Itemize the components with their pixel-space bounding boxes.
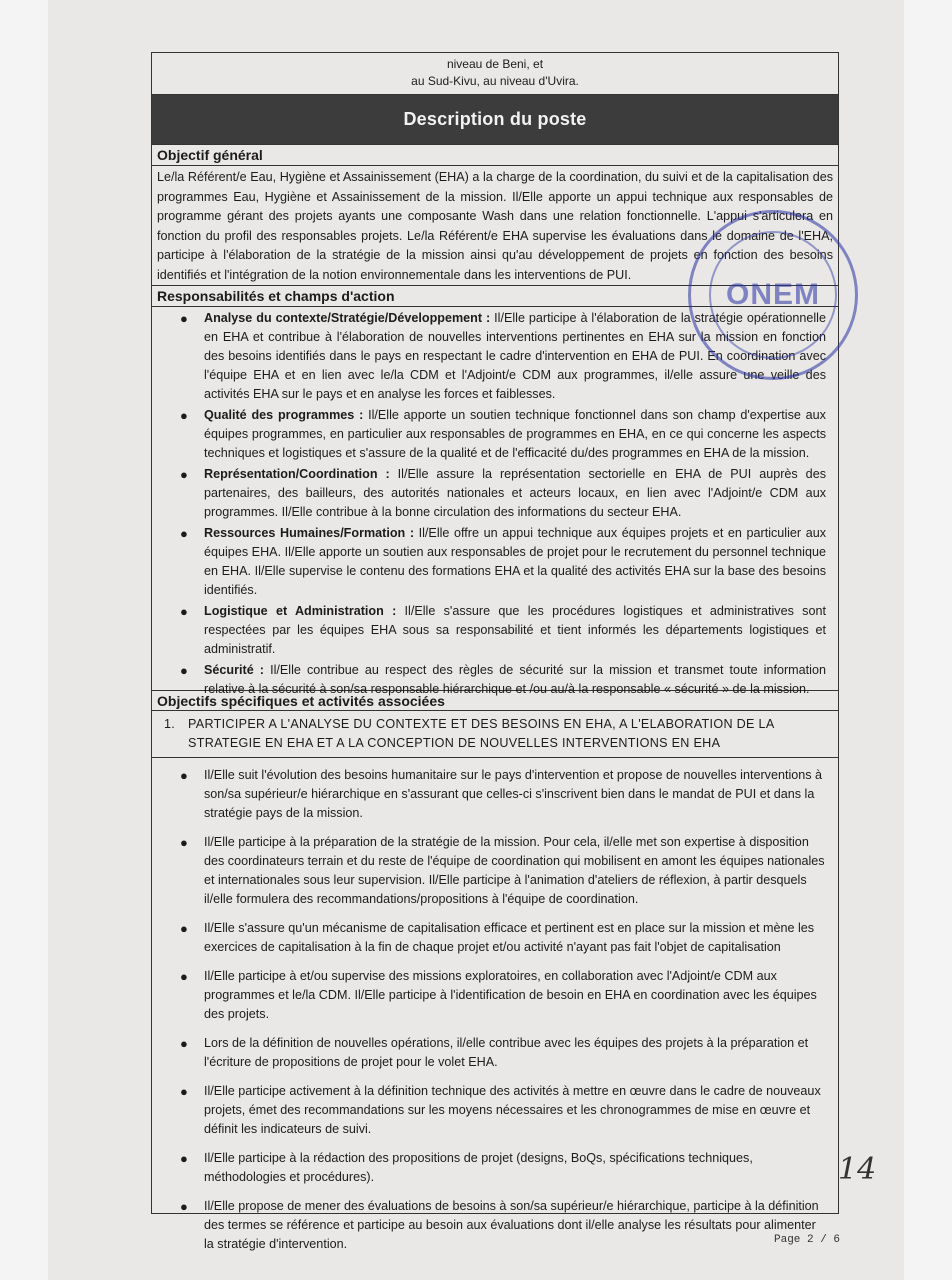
- objective-1-title: [152, 711, 838, 758]
- bullet-icon: ●: [180, 1084, 188, 1099]
- page-number: Page 2 / 6: [774, 1234, 841, 1246]
- location-cell: [152, 53, 838, 95]
- responsabilite-text: Il/Elle assure la représentation sectorielle en EHA de PUI auprès des partenaires, des bailleurs, des autorités nationales et acteurs locaux, en lien avec l'Adjoint/e CDM aux programmes. Il/Elle contribue à la bonne circulation des informations du secteur EHA.: [204, 467, 826, 519]
- responsabilite-item: [180, 406, 826, 463]
- responsabilite-text: Il/Elle apporte un soutien technique fonctionnel dans son champ d'expertise aux équipes programmes, en particulier aux responsables de programmes en EHA, en ce qui concerne les aspects techniques et logistiques et s'assure de la qualité et de l'efficacité du/des programmes en EHA de la mission.: [204, 408, 826, 460]
- stamp-text: ONEM: [726, 278, 820, 311]
- responsabilite-label: Représentation/Coordination :: [204, 467, 390, 481]
- responsabilite-text: Il/Elle contribue au respect des règles de sécurité sur la mission et transmet toute information relative à la sécurité à son/sa responsable hiérarchique et /ou au/à la responsable « sécurité » de la mission.: [204, 663, 826, 696]
- section-banner: [152, 95, 838, 145]
- bullet-icon: ●: [180, 1036, 188, 1051]
- responsabilite-text: Il/Elle s'assure que les procédures logistiques et administratives sont respectées par les équipes EHA sous sa responsabilité et tient informés les départements logistiques et administratif.: [204, 604, 826, 656]
- objectifs-specifiques-heading: Objectifs spécifiques et activités associées: [152, 691, 838, 711]
- background-left: [0, 0, 48, 1280]
- responsabilite-item: [180, 524, 826, 600]
- responsabilite-label: Ressources Humaines/Formation :: [204, 526, 415, 540]
- objective-1-activities: [152, 758, 841, 1254]
- objectif-general-text: Le/la Référent/e Eau, Hygiène et Assainissement (EHA) a la charge de la coordination, du suivi et de la capitalisation des programmes Eau, Hygiène et Assainissement de la mission. Il/Elle apporte un appui technique aux responsables de programme gérant des projets ayants une composante Wash dans une relation fonctionnelle. L'appui s'articulera en fonction du profil des responsables projets. Le/la Référent/e EHA supervise les évaluations dans le domaine de l'EHA, participe à l'élaboration de la stratégie de la mission ainsi qu'au développement de projets en fonction des besoins identifiés et l'intégration de la notion environnementale dans les interventions de PUI.: [152, 166, 838, 286]
- activity-item: [180, 1149, 826, 1187]
- activity-item: [180, 1034, 826, 1072]
- stamp-inner-ring: [709, 231, 837, 359]
- activities-list: [152, 758, 841, 1254]
- activity-item: [180, 833, 826, 909]
- objective-number: 1.: [164, 717, 176, 731]
- banner-title: Description du poste: [403, 109, 587, 129]
- bullet-icon: ●: [180, 835, 188, 850]
- objective-title-line-1: PARTICIPER A L'ANALYSE DU CONTEXTE ET DES BESOINS EN EHA, A L'ELABORATION DE LA: [188, 717, 775, 731]
- objectif-general-heading: Objectif général: [152, 145, 838, 166]
- activity-text: Il/Elle propose de mener des évaluations de besoins à son/sa supérieur/e hiérarchique, participe à la définition des termes se référence et participe au besoin aux évaluations dont il/elle analyse les résultats pour alimenter la stratégie d'intervention.: [204, 1199, 819, 1251]
- activity-item: [180, 1197, 826, 1254]
- activity-item: [180, 919, 826, 957]
- document-page: [48, 0, 904, 1280]
- bullet-icon: ●: [180, 921, 188, 936]
- bullet-icon: ●: [180, 1151, 188, 1166]
- location-line-2: au Sud-Kivu, au niveau d'Uvira.: [411, 74, 579, 88]
- responsabilite-text: Il/Elle participe à l'élaboration de la stratégie opérationnelle en EHA et contribue à l'élaboration de nouvelles interventions pertinentes en EHA sur la mission en fonction des besoins identifiés dans le pays en respectant le cadre d'intervention en EHA de PUI. En coordination avec l'équipe EHA et en lien avec le/la CDM et l'Adjoint/e CDM aux programmes, il/elle assure une veille des activités EHA sur le pays et en analyse les forces et faiblesses.: [204, 311, 826, 401]
- activity-text: Lors de la définition de nouvelles opérations, il/elle contribue avec les équipes des projets à la préparation et l'écriture de propositions de projet pour le volet EHA.: [204, 1036, 809, 1069]
- activity-text: Il/Elle participe à la rédaction des propositions de projet (designs, BoQs, spécifications techniques, méthodologies et procédures).: [204, 1151, 753, 1184]
- background-right: [902, 0, 952, 1280]
- bullet-icon: ●: [180, 467, 188, 482]
- official-stamp: [688, 210, 858, 380]
- activity-item: [180, 967, 826, 1024]
- bullet-icon: ●: [180, 1199, 188, 1214]
- activity-item: [180, 766, 826, 823]
- activity-text: Il/Elle participe à la préparation de la stratégie de la mission. Pour cela, il/elle met son expertise à disposition des coordinateurs terrain et du reste de l'équipe de coordination qui mobilisent en amont les équipes nationales et internationales sous leur supervision. Il/Elle participe à l'animation d'ateliers de réflexion, à partir desquels il/elle formulera des recommandations/propositions à l'équipe de coordination.: [204, 835, 825, 906]
- activity-text: Il/Elle suit l'évolution des besoins humanitaire sur le pays d'intervention et propose de nouvelles interventions à son/sa supérieur/e hiérarchique en s'assurant que celles-ci s'inscrivent bien dans le mandat de PUI et dans la stratégie pays de la mission.: [204, 768, 823, 820]
- activity-text: Il/Elle s'assure qu'un mécanisme de capitalisation efficace et pertinent est en place sur la mission et mène les exercices de capitalisation à la fin de chaque projet et/ou activité n'ayant pas fait l'objet de capitalisation: [204, 921, 815, 954]
- bullet-icon: ●: [180, 604, 188, 619]
- bullet-icon: ●: [180, 768, 188, 783]
- activity-item: [180, 1082, 826, 1139]
- location-line-1: niveau de Beni, et: [446, 57, 544, 71]
- activity-text: Il/Elle participe à et/ou supervise des missions exploratoires, en collaboration avec l'Adjoint/e CDM aux programmes et le/la CDM. Il/Elle participe à l'identification de besoin en EHA en coordination avec les équipes des projets.: [204, 969, 817, 1021]
- activity-text: Il/Elle participe activement à la définition technique des activités à mettre en œuvre dans le cadre de nouveaux projets, émet des recommandations sur les moyens nécessaires et les chronogrammes de mise en œuvre et définit les indicateurs de suivi.: [204, 1084, 821, 1136]
- bullet-icon: ●: [180, 311, 188, 326]
- bullet-icon: ●: [180, 526, 188, 541]
- responsabilite-label: Logistique et Administration :: [204, 604, 397, 618]
- bullet-icon: ●: [180, 969, 188, 984]
- responsabilites-heading: Responsabilités et champs d'action: [152, 286, 838, 307]
- bullet-icon: ●: [180, 663, 188, 678]
- responsabilite-label: Analyse du contexte/Stratégie/Développement :: [204, 311, 491, 325]
- responsabilite-item: [180, 465, 826, 522]
- objective-title-line-2: STRATEGIE EN EHA ET A LA CONCEPTION DE NOUVELLES INTERVENTIONS EN EHA: [188, 736, 721, 750]
- responsabilite-label: Qualité des programmes :: [204, 408, 364, 422]
- handwritten-number: 14: [838, 1152, 877, 1187]
- responsabilite-label: Sécurité :: [204, 663, 264, 677]
- bullet-icon: ●: [180, 408, 188, 423]
- responsabilite-text: Il/Elle offre un appui technique aux équipes projets et en particulier aux équipes EHA. Il/Elle apporte un soutien aux responsables de projet pour le recrutement du personnel technique en EHA. Il/Elle supervise le contenu des formations EHA et la qualité des activités EHA sur la base des besoins identifiés.: [204, 526, 826, 597]
- responsabilite-item: [180, 602, 826, 659]
